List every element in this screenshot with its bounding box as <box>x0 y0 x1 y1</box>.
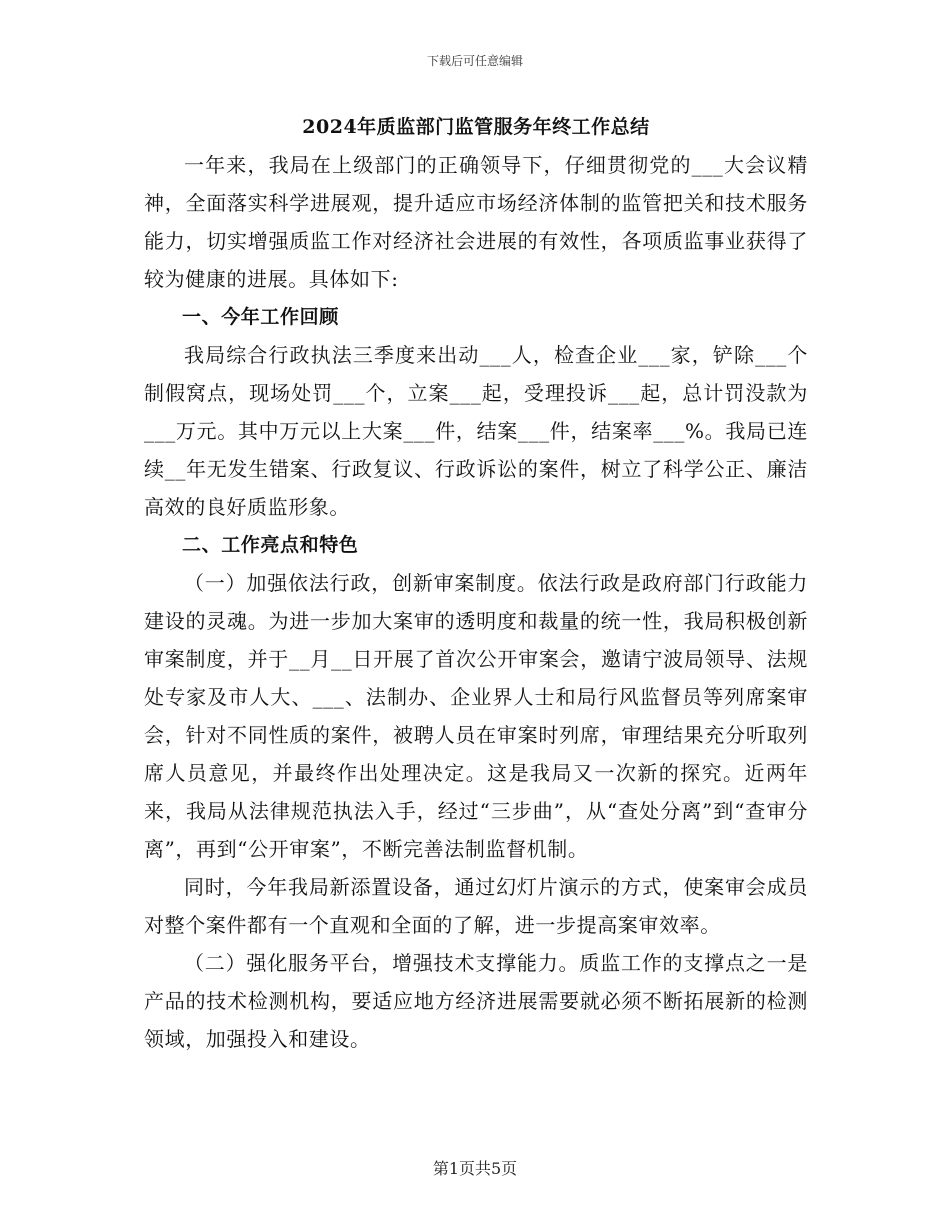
highlights-paragraph-2: 同时，今年我局新添置设备，通过幻灯片演示的方式，使案审会成员对整个案件都有一个直观和全面的了解，进一步提高案审效率。 <box>144 875 808 937</box>
section-heading-highlights: 二、工作亮点和特色 <box>182 534 359 556</box>
review-paragraph: 我局综合行政执法三季度来出动___人，检查企业___家，铲除___个制假窝点，现场处罚___个，立案___起，受理投诉___起，总计罚没款为___万元。其中万元以上大案___件，结案___件，结案率___%。我局已连续__年无发生错案、行政复议、行政诉讼的案件，树立了科学公正、廉洁高效的良好质监形象。 <box>144 343 808 519</box>
section-heading-review: 一、今年工作回顾 <box>182 306 339 328</box>
document-body <box>144 108 808 1058</box>
header-note: 下载后可任意编辑 <box>426 54 523 68</box>
highlights-paragraph-1: （一）加强依法行政，创新审案制度。依法行政是政府部门行政能力建设的灵魂。为进一步加大案审的透明度和裁量的统一性，我局积极创新审案制度，并于__月__日开展了首次公开审案会，邀请宁波局领导、法规处专家及市人大、___、法制办、企业界人士和局行风监督员等列席案审会，针对不同性质的案件，被聘人员在审案时列席，审理结果充分听取列席人员意见，并最终作出处理决定。这是我局又一次新的探究。近两年来，我局从法律规范执法入手，经过“三步曲”，从“查处分离”到“查审分离”，再到“公开审案”，不断完善法制监督机制。 <box>144 571 808 861</box>
document-title: 2024年质监部门监管服务年终工作总结 <box>302 116 650 138</box>
page-footer: 第1页共5页 <box>432 1159 518 1178</box>
highlights-paragraph-3: （二）强化服务平台，增强技术支撑能力。质监工作的支撑点之一是产品的技术检测机构，要适应地方经济进展需要就必须不断拓展新的检测领域，加强投入和建设。 <box>144 951 808 1051</box>
intro-paragraph: 一年来，我局在上级部门的正确领导下，仔细贯彻党的___大会议精神，全面落实科学进展观，提升适应市场经济体制的监管把关和技术服务能力，切实增强质监工作对经济社会进展的有效性，各项质监事业获得了较为健康的进展。具体如下: <box>144 153 808 291</box>
